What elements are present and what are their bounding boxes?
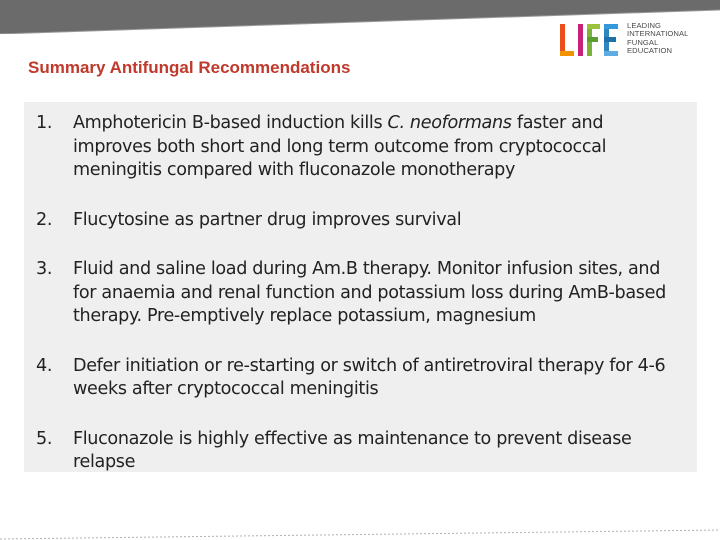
item-text: Fluid and saline load during Am.B therapy. Monitor infusion sites, and for anaemia and renal function and potassium loss during AmB-based therapy. Pre-emptively replace potassium, magnesium: [73, 259, 666, 326]
organism-name: C. neoformans: [387, 113, 512, 133]
logo-line: EDUCATION: [627, 46, 673, 56]
list-item: [36, 428, 686, 475]
list-item: [36, 112, 686, 183]
life-logo-mark: [560, 24, 622, 56]
item-number: 1.: [36, 113, 53, 133]
item-number: 2.: [36, 209, 53, 230]
recommendations-list: [36, 112, 686, 501]
item-number: 5.: [36, 428, 53, 449]
item-text: Fluconazole is highly effective as maintenance to prevent disease relapse: [73, 428, 632, 472]
item-text: Defer initiation or re-starting or switch of antiretroviral therapy for 4-6 weeks after cryptococcal meningitis: [73, 355, 666, 399]
life-logo: [560, 20, 710, 58]
logo-line: FUNGAL: [627, 37, 659, 47]
list-item: [36, 209, 686, 233]
item-text: Flucytosine as partner drug improves survival: [73, 209, 462, 230]
item-text: faster and improves both short and long term outcome from cryptococcal meningitis compared with fluconazole monotherapy: [73, 113, 607, 180]
item-number: 4.: [36, 355, 53, 376]
list-item: [36, 258, 686, 329]
list-item: [36, 355, 686, 402]
bottom-decorative-edge: [0, 528, 720, 540]
item-text: Amphotericin B-based induction kills: [73, 113, 388, 133]
logo-line: LEADING: [627, 21, 662, 30]
slide-title: Summary Antifungal Recommendations: [28, 58, 351, 77]
logo-line: INTERNATIONAL: [627, 29, 689, 39]
logo-wordmark: [627, 22, 707, 56]
item-number: 3.: [36, 259, 53, 279]
